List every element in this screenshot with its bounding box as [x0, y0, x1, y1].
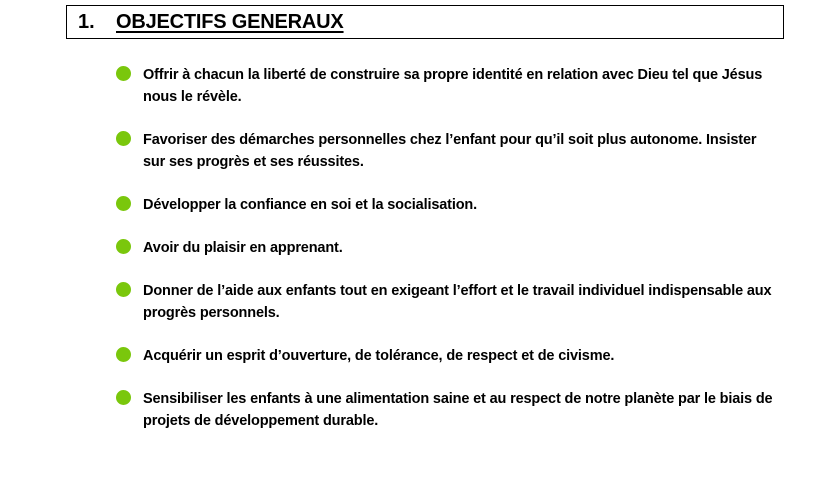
objective-text: Avoir du plaisir en apprenant. [143, 240, 343, 256]
green-bullet-icon [116, 390, 131, 405]
green-bullet-icon [116, 282, 131, 297]
objective-item [114, 388, 774, 432]
green-bullet-icon [116, 131, 131, 146]
objective-item [114, 280, 774, 324]
objective-item [114, 64, 774, 108]
objective-item [114, 129, 774, 173]
objective-item [114, 345, 774, 367]
objective-text: Sensibiliser les enfants à une alimentation saine et au respect de notre planète par le biais de projets de développement durable. [143, 391, 773, 429]
objective-text: Favoriser des démarches personnelles chez l’enfant pour qu’il soit plus autonome. Insister sur ses progrès et ses réussites. [143, 132, 757, 170]
green-bullet-icon [116, 347, 131, 362]
objective-text: Donner de l’aide aux enfants tout en exigeant l’effort et le travail individuel indispensable aux progrès personnels. [143, 283, 772, 321]
objective-text: Développer la confiance en soi et la socialisation. [143, 197, 478, 213]
green-bullet-icon [116, 196, 131, 211]
green-bullet-icon [116, 239, 131, 254]
section-title: OBJECTIFS GENERAUX [116, 10, 344, 33]
section-number: 1. [78, 10, 95, 33]
objective-item [114, 237, 774, 259]
objective-item [114, 194, 774, 216]
objective-text: Offrir à chacun la liberté de construire sa propre identité en relation avec Dieu tel que Jésus nous le révèle. [143, 67, 763, 105]
section-heading [66, 5, 784, 39]
objective-text: Acquérir un esprit d’ouverture, de tolérance, de respect et de civisme. [143, 348, 615, 364]
green-bullet-icon [116, 66, 131, 81]
objectives-list [114, 64, 774, 453]
